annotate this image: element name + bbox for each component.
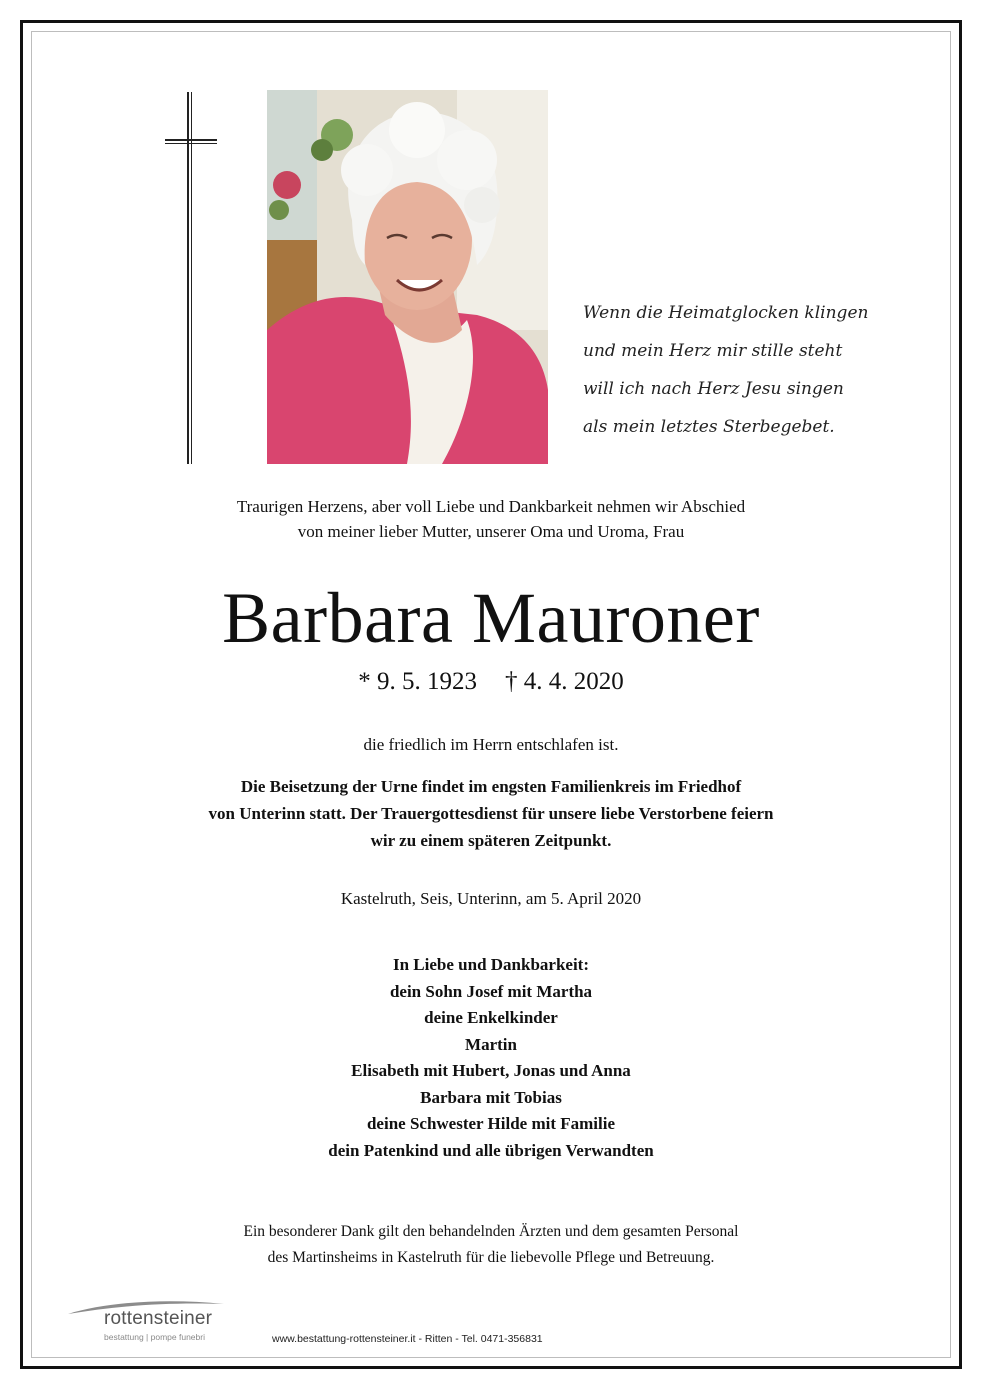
peace-text: die friedlich im Herrn entschlafen ist.	[363, 735, 619, 754]
thanks-line: des Martinsheims in Kastelruth für die liebevolle Pflege und Betreuung.	[267, 1249, 715, 1266]
life-dates	[0, 666, 982, 698]
portrait-photo	[267, 90, 548, 464]
mourner: Martin	[465, 1034, 517, 1054]
death-date: † 4. 4. 2020	[505, 668, 624, 695]
mourner: deine Schwester Hilde mit Familie	[366, 1114, 616, 1133]
poem	[583, 294, 873, 446]
poem-line: will ich nach Herz Jesu singen	[583, 379, 844, 399]
poem-line: und mein Herz mir stille steht	[583, 341, 843, 361]
burial-line: wir zu einem späteren Zeitpunkt.	[370, 831, 612, 850]
place-date: Kastelruth, Seis, Unterinn, am 5. April 2020	[340, 889, 642, 908]
cross-icon	[165, 92, 217, 464]
deceased-name: Barbara Mauroner	[222, 578, 760, 658]
mourner: Elisabeth mit Hubert, Jonas und Anna	[351, 1061, 631, 1080]
burial-line: von Unterinn statt. Der Trauergottesdienst für unsere liebe Verstorbene feiern	[208, 804, 774, 823]
mourners-heading: In Liebe und Dankbarkeit:	[392, 955, 590, 974]
poem-line: als mein letztes Sterbegebet.	[583, 417, 835, 437]
intro-text	[0, 494, 982, 544]
burial-line: Die Beisetzung der Urne findet im engsten Familienkreis im Friedhof	[240, 777, 742, 796]
funeral-home-logo	[66, 1298, 226, 1358]
birth-date: * 9. 5. 1923	[358, 668, 477, 695]
logo-tagline: bestattung | pompe funebri	[104, 1332, 205, 1342]
mourners-list	[0, 952, 982, 1164]
poem-line: Wenn die Heimatglocken klingen	[583, 303, 869, 323]
intro-line: Traurigen Herzens, aber voll Liebe und Dankbarkeit nehmen wir Abschied	[236, 497, 746, 516]
burial-notice	[0, 773, 982, 854]
mourner: deine Enkelkinder	[424, 1008, 558, 1027]
intro-line: von meiner lieber Mutter, unserer Oma und Uroma, Frau	[297, 522, 685, 541]
footer-contact: www.bestattung-rottensteiner.it - Ritten - Tel. 0471-356831	[272, 1333, 543, 1345]
mourner: dein Patenkind und alle übrigen Verwandten	[328, 1140, 654, 1160]
logo-brand: rottensteiner	[104, 1308, 213, 1329]
mourner: dein Sohn Josef mit Martha	[389, 981, 593, 1001]
thanks-line: Ein besonderer Dank gilt den behandelnden Ärzten und dem gesamten Personal	[243, 1223, 739, 1240]
thanks-text	[0, 1219, 982, 1271]
mourner: Barbara mit Tobias	[420, 1087, 562, 1107]
